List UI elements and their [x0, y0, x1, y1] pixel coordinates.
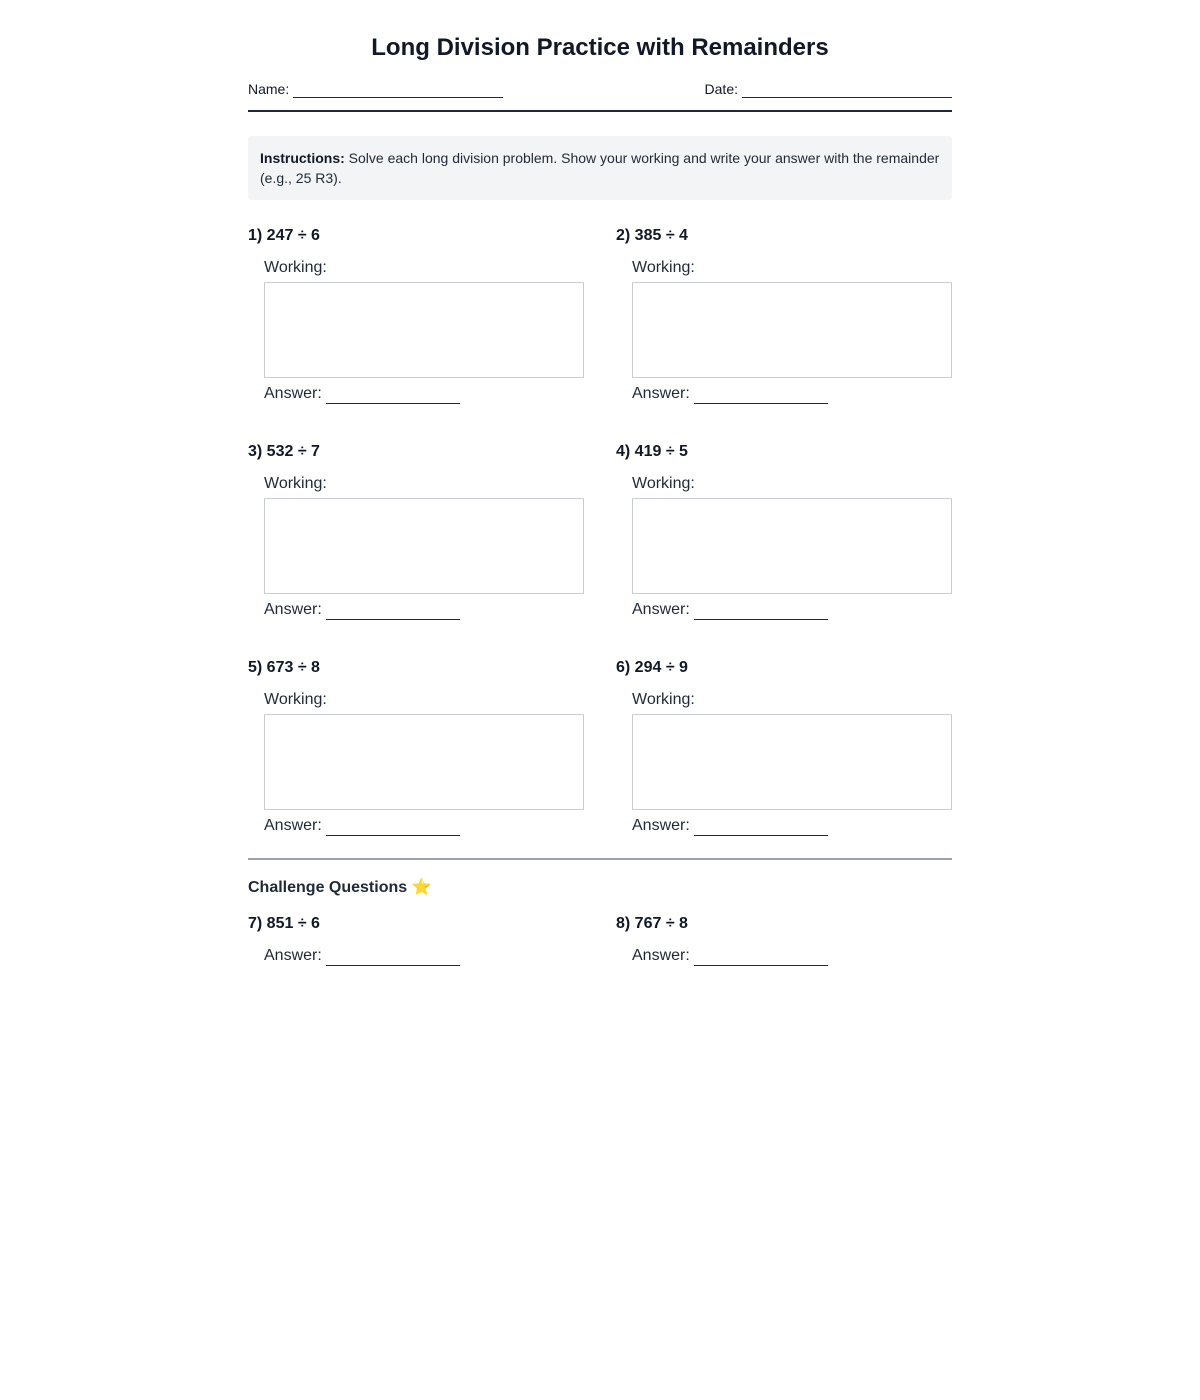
star-icon: ⭐ — [411, 879, 432, 896]
answer-label: Answer: — [264, 947, 322, 964]
working-label: Working: — [264, 259, 327, 276]
challenge-heading — [248, 878, 952, 898]
problem-1 — [248, 200, 584, 416]
problem-4 — [616, 416, 952, 632]
date-field[interactable] — [705, 81, 952, 98]
instructions-box — [248, 136, 952, 200]
working-box[interactable] — [632, 714, 952, 810]
problem-2 — [616, 200, 952, 416]
problem-title: 3) 532 ÷ 7 — [248, 443, 320, 460]
working-box[interactable] — [264, 282, 584, 378]
problem-5 — [248, 632, 584, 848]
problem-title: 4) 419 ÷ 5 — [616, 443, 688, 460]
answer-label: Answer: — [264, 817, 322, 834]
instructions-label: Instructions: — [260, 150, 345, 166]
answer-blank-line[interactable] — [694, 386, 828, 404]
answer-blank-line[interactable] — [326, 386, 460, 404]
answer-blank-line[interactable] — [326, 602, 460, 620]
problem-6 — [616, 632, 952, 848]
name-blank-line[interactable] — [293, 82, 503, 98]
problem-title: 5) 673 ÷ 8 — [248, 659, 320, 676]
answer-row — [264, 384, 584, 404]
answer-label: Answer: — [264, 601, 322, 618]
working-box[interactable] — [264, 498, 584, 594]
answer-label: Answer: — [632, 601, 690, 618]
name-label: Name: — [248, 81, 290, 97]
working-label: Working: — [264, 691, 327, 708]
working-label: Working: — [264, 475, 327, 492]
problem-title: 1) 247 ÷ 6 — [248, 227, 320, 244]
instructions-text: Solve each long division problem. Show your working and write your answer with the remainder (e.g., 25 R3). — [260, 150, 940, 186]
date-blank-line[interactable] — [742, 82, 952, 98]
problem-3 — [248, 416, 584, 632]
answer-row — [632, 384, 952, 404]
problem-title: 7) 851 ÷ 6 — [248, 915, 320, 932]
answer-blank-line[interactable] — [326, 818, 460, 836]
working-box[interactable] — [632, 498, 952, 594]
problem-8 — [616, 898, 952, 966]
answer-row — [632, 600, 952, 620]
answer-label: Answer: — [632, 947, 690, 964]
working-label: Working: — [632, 691, 695, 708]
answer-blank-line[interactable] — [694, 602, 828, 620]
working-label: Working: — [632, 259, 695, 276]
answer-blank-line[interactable] — [326, 948, 460, 966]
answer-row — [264, 946, 584, 966]
answer-blank-line[interactable] — [694, 818, 828, 836]
problem-grid — [248, 200, 952, 848]
challenge-title: Challenge Questions — [248, 879, 408, 896]
working-box[interactable] — [632, 282, 952, 378]
answer-label: Answer: — [632, 385, 690, 402]
problem-7 — [248, 898, 584, 966]
answer-label: Answer: — [632, 817, 690, 834]
page-title: Long Division Practice with Remainders — [371, 34, 829, 61]
answer-row — [264, 816, 584, 836]
problem-title: 6) 294 ÷ 9 — [616, 659, 688, 676]
answer-row — [632, 816, 952, 836]
date-label: Date: — [704, 81, 738, 97]
working-box[interactable] — [264, 714, 584, 810]
working-label: Working: — [632, 475, 695, 492]
problem-title: 8) 767 ÷ 8 — [616, 915, 688, 932]
name-date-row — [248, 81, 952, 112]
answer-label: Answer: — [264, 385, 322, 402]
worksheet — [248, 0, 952, 966]
answer-row — [632, 946, 952, 966]
answer-blank-line[interactable] — [694, 948, 828, 966]
problem-title: 2) 385 ÷ 4 — [616, 227, 688, 244]
name-field[interactable] — [248, 81, 503, 98]
section-divider — [248, 858, 952, 860]
answer-row — [264, 600, 584, 620]
challenge-grid — [248, 898, 952, 966]
